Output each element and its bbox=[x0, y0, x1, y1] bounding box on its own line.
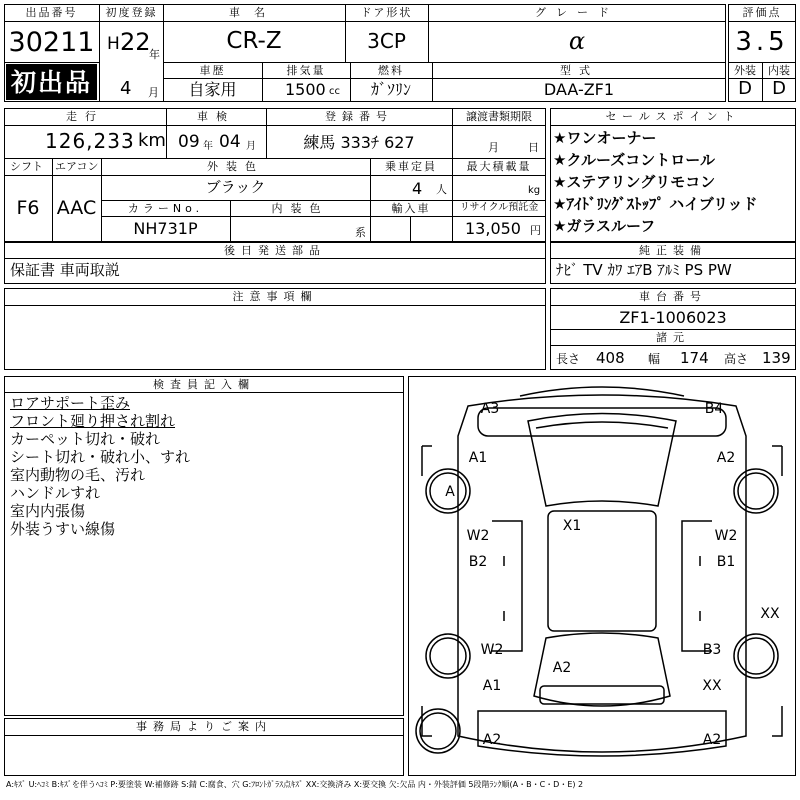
era: H bbox=[107, 34, 120, 54]
ext-color: ブラック bbox=[205, 178, 266, 196]
inspector-note: ハンドルすれ bbox=[10, 484, 101, 502]
plate-label: 登録番号 bbox=[325, 110, 393, 123]
history: 自家用 bbox=[188, 80, 237, 99]
mileage-unit: km bbox=[138, 130, 166, 151]
transfer-label: 譲渡書類期限 bbox=[466, 110, 532, 123]
damage-mark: W2 bbox=[466, 528, 490, 544]
damage-mark: A1 bbox=[468, 450, 488, 466]
car-name: CR-Z bbox=[226, 28, 282, 54]
max-load-unit: kg bbox=[528, 185, 541, 196]
inspector-label: 検査員記入欄 bbox=[153, 378, 255, 391]
damage-mark: A1 bbox=[482, 678, 502, 694]
door-label: ドア形状 bbox=[360, 6, 413, 19]
equipment-label: 純正装備 bbox=[639, 244, 707, 257]
inspector-note: 室内内張傷 bbox=[10, 502, 86, 520]
first-listing-badge: 初出品 bbox=[6, 64, 97, 100]
displacement-label: 排気量 bbox=[286, 64, 326, 77]
first-reg-label: 初度登録 bbox=[105, 6, 158, 19]
inspection-month-unit: 月 bbox=[246, 141, 256, 152]
damage-mark: B2 bbox=[468, 554, 488, 570]
fuel-label: 燃料 bbox=[378, 64, 404, 77]
import-label: 輸入車 bbox=[391, 202, 431, 215]
displacement-unit: cc bbox=[329, 86, 340, 97]
damage-mark: A bbox=[445, 484, 455, 500]
width: 174 bbox=[680, 349, 709, 367]
later-parts-value: 保証書 車両取説 bbox=[10, 261, 120, 279]
chassis-label: 車台番号 bbox=[639, 290, 707, 303]
plate-number: 練馬 333ﾁ 627 bbox=[303, 133, 415, 152]
chassis-number: ZF1-1006023 bbox=[619, 308, 727, 327]
later-parts-label: 後日発送部品 bbox=[224, 244, 326, 257]
recycle-fee: 13,050 bbox=[465, 219, 521, 238]
sales-point-item: ★ガラスルーフ bbox=[553, 217, 656, 235]
sales-point-item: ★ステアリングリモコン bbox=[553, 173, 716, 191]
history-label: 車歴 bbox=[199, 64, 226, 77]
inspector-note: シート切れ・破れ小、すれ bbox=[10, 448, 191, 466]
color-no: NH731P bbox=[133, 219, 198, 238]
damage-mark: B4 bbox=[704, 401, 724, 417]
inspection-label: 車検 bbox=[197, 110, 235, 123]
damage-mark: XX bbox=[702, 678, 722, 694]
capacity: 4 bbox=[412, 179, 423, 198]
legend: A:ｷｽﾞ U:ﾍｺﾐ B:ｷｽﾞを伴うﾍｺﾐ P:要塗装 W:補修跡 S:錆 C:腐食、穴 G:ﾌﾛﾝﾄｶﾞﾗｽ点ｷｽﾞ XX:交換済み X:要交換 欠:欠品 内・外装評価 5段階ﾗﾝｸ順(A・B・C・D・E) 2 bbox=[6, 780, 584, 789]
damage-mark: A3 bbox=[480, 401, 500, 417]
recycle-label: リサイクル預託金 bbox=[459, 202, 539, 213]
sales-point-item: ★ワンオーナー bbox=[553, 129, 657, 147]
shift: F6 bbox=[16, 197, 40, 219]
length-label: 長さ bbox=[556, 352, 581, 366]
max-load-label: 最大積載量 bbox=[466, 160, 532, 173]
inspection-year: 09 bbox=[178, 132, 200, 152]
inspector-note: フロント廻り押され割れ bbox=[10, 412, 176, 430]
lot-number: 30211 bbox=[8, 27, 95, 58]
door-type: 3CP bbox=[367, 29, 406, 53]
sales-points-label: セールスポイント bbox=[605, 110, 741, 123]
capacity-label: 乗車定員 bbox=[385, 160, 437, 173]
aircon: AAC bbox=[56, 197, 97, 219]
equipment-value: ﾅﾋﾞ TV ｶﾜ ｴｱB ｱﾙﾐ PS PW bbox=[556, 261, 732, 279]
inspector-note: 外装うすい線傷 bbox=[10, 520, 116, 538]
score: 3.5 bbox=[735, 27, 789, 57]
damage-mark: XX bbox=[760, 606, 780, 622]
mileage: 126,233 bbox=[45, 129, 135, 153]
exterior-label: 外装 bbox=[734, 64, 756, 77]
grade-label: グレード bbox=[535, 6, 619, 19]
damage-mark: A2 bbox=[716, 450, 736, 466]
score-label: 評価点 bbox=[742, 6, 782, 19]
damage-mark: B1 bbox=[716, 554, 736, 570]
damage-mark: B3 bbox=[702, 642, 722, 658]
damage-mark: W2 bbox=[480, 642, 504, 658]
caution-label: 注意事項欄 bbox=[232, 290, 318, 303]
mileage-label: 走行 bbox=[66, 110, 104, 123]
sales-point-item: ★ｱｲﾄﾞﾘﾝｸﾞｽﾄｯﾌﾟ ハイブリッド bbox=[553, 195, 758, 213]
damage-mark: A2 bbox=[552, 660, 572, 676]
car-name-label: 車名 bbox=[229, 6, 279, 19]
height-label: 高さ bbox=[724, 352, 749, 366]
damage-mark: A2 bbox=[482, 732, 502, 748]
interior-label: 内装 bbox=[768, 64, 790, 77]
damage-mark: X1 bbox=[562, 518, 582, 534]
color-no-label: カラーNo. bbox=[127, 202, 204, 215]
inspector-note: 室内動物の毛、汚れ bbox=[10, 466, 146, 484]
car-diagram bbox=[408, 376, 796, 776]
transfer-day-unit: 日 bbox=[528, 141, 539, 154]
office-label: 事務局よりご案内 bbox=[136, 720, 272, 733]
displacement: 1500 bbox=[285, 80, 326, 99]
inspection-year-unit: 年 bbox=[203, 141, 213, 152]
height: 139 bbox=[762, 349, 791, 367]
interior-grade: D bbox=[772, 78, 786, 99]
first-reg-month: 4 bbox=[120, 78, 132, 99]
inspector-note: カーペット切れ・破れ bbox=[10, 430, 161, 448]
first-reg-year: 22 bbox=[120, 28, 151, 56]
transfer-month-unit: 月 bbox=[488, 141, 499, 154]
fuel: ｶﾞｿﾘﾝ bbox=[370, 80, 411, 99]
month-unit: 月 bbox=[148, 86, 159, 99]
grade: α bbox=[568, 27, 586, 55]
sales-point-item: ★クルーズコントロール bbox=[553, 151, 715, 169]
year-unit: 年 bbox=[149, 48, 160, 61]
model: DAA-ZF1 bbox=[543, 80, 615, 99]
shift-label: シフト bbox=[10, 160, 43, 173]
capacity-unit: 人 bbox=[436, 183, 447, 196]
int-color-unit: 系 bbox=[355, 226, 366, 239]
lot-label: 出品番号 bbox=[25, 6, 78, 19]
inspection-month: 04 bbox=[219, 132, 241, 152]
int-color-label: 内装色 bbox=[271, 202, 329, 215]
length: 408 bbox=[596, 349, 625, 367]
damage-mark: A2 bbox=[702, 732, 722, 748]
damage-mark: W2 bbox=[714, 528, 738, 544]
model-label: 型式 bbox=[560, 64, 598, 77]
width-label: 幅 bbox=[648, 352, 661, 366]
inspector-note: ロアサポート歪み bbox=[10, 394, 131, 412]
exterior-grade: D bbox=[738, 78, 752, 99]
dims-label: 諸元 bbox=[656, 331, 690, 344]
aircon-label: エアコン bbox=[55, 160, 99, 173]
recycle-unit: 円 bbox=[530, 224, 541, 237]
ext-color-label: 外装色 bbox=[207, 160, 264, 173]
